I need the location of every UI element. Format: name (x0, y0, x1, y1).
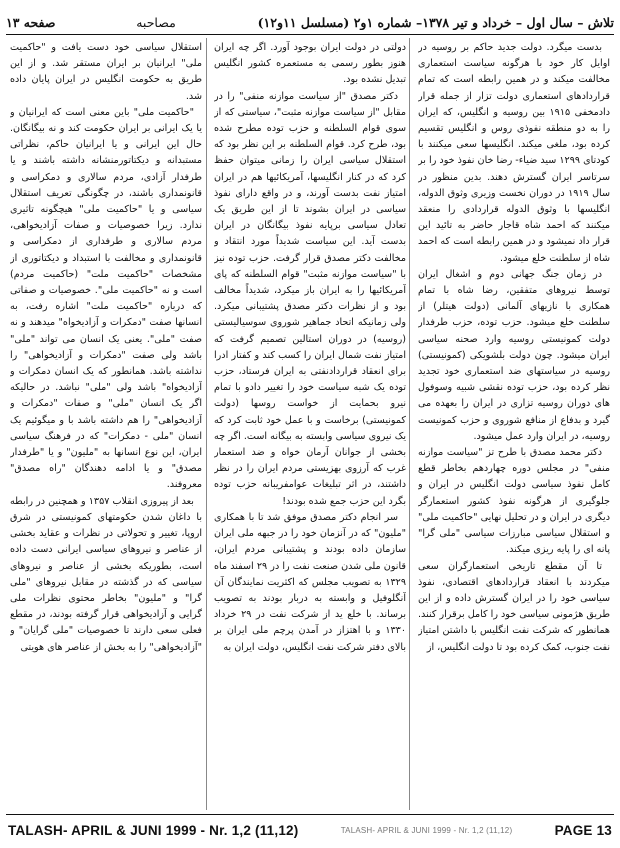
paragraph: بعد از پیروزی انقلاب ۱۳۵۷ و همچنین در رابطه با داغان شدن حکومتهای کمونیستی در شرق اروپا، تغییر و تحولاتی در نظرات و عقاید بخشی از عناصر و نیروهای سیاسی ایرانی دست داده است، بطوریکه بخشی از عناصر و نیروهای سیاسی که در گذشته در مقابل نیروهای "ملی گرا" و "ملیون" بخاطر محتوی نظرات ملی گرایی و آزادیخواهی قرار گرفته بودند، در مقطع فعلی سعی دارند تا خصوصیات "ملی گرایان" و "آزادیخواهی" را به بخش از عناصر های هویتی (10, 495, 202, 653)
footer-page-number: PAGE 13 (554, 822, 612, 838)
column-divider (409, 38, 410, 810)
column-right (418, 40, 610, 810)
paragraph: در زمان جنگ جهانی دوم و اشغال ایران توسط نیروهای متفقین، رضا شاه با تمام همکاری با نازیهای آلمانی (دولت هیتلر) از سلطنت خلع میشود. حزب توده، حزب طرفدار دولت کمونیستی روسیه وارد صحنه سیاسی ایران میشود. چون دولت بلشویکی (کمونیستی) روسیه در سیاستهای ضد استعماری خود تجدید نظر کرده بود، حزب توده نقشی شبیه وسوفول های دوران روسیه تزاری در ایران را بعهده می گیرد و بدفاع از منافع شوروی و حزب کمونیست روسیه، در ایران وارد عمل میشود. (418, 268, 610, 442)
page-header (6, 2, 614, 30)
page-number-fa: صفحه ۱۳ (6, 15, 56, 30)
paragraph: استقلال سیاسی خود دست یافت و "حاکمیت ملی" ایرانیان بر ایران مستقر شد. و از این طریق به حکومت انگلیس در ایران پایان داده شد. (10, 42, 202, 102)
page-footer (8, 819, 612, 841)
paragraph: دولتی در دولت ایران بوجود آورد. اگر چه ایران هنوز بطور رسمی به مستعمره کشور انگلیس تبدیل نشده بود. (214, 42, 406, 86)
magazine-title: تلاش – سال اول – خرداد و تیر ۱۳۷۸– شماره ۱و۲ (مسلسل ۱۱و۱۲) (257, 15, 614, 30)
paragraph: "حاکمیت ملی" باین معنی است که ایرانیان و یا یک ایرانی بر ایران حکومت کند و نه بیگانگان. حال این ایرانی و یا ایرانیان حاکم، نظراتی مستبدانه و دیکتاتورمنشانه داشته باشند و یا طرفدار آزادی، مردم سالاری و دمکراسی و قانونمداری باشند، در چگونگی تعریف استقلال سیاسی و یا "حاکمیت ملی" هیچگونه تاثیری ندارد. زیرا خصوصیات و صفات آزادیخواهی، مردم سالاری و طرفداری از دمکراسی و قانونمداری و مخالفت با استبداد و دیکتاتوری از مشخصات "حاکمیت ملت" (حاکمیت مردم) است و نه "حاکمیت ملی". خصوصیات و صفاتی که درباره "حاکمیت ملت" اشاره رفت، به انسانها صفت "دمکرات و آزادیخواه" میدهند و نه صفت "ملی". یعنی یک انسان می تواند "ملی" باشد ولی صفت "دمکرات و آزادیخواهی" را نداشته باشد. همانطور که یک انسان دمکرات و آزادیخواه" باشد ولی "ملی" نباشد. در حالیکه اگر یک انسان "ملی" و صفات "دمکرات و آزادیخواهی" را هم داشته باشد با و میگوئیم یک انسان "ملی - دمکرات" که در فرهنگ سیاسی ایران، این نوع انسانها به "ملیون" و یا "طرفدار مصدق" و یا ادامه دهندگان "راه مصدق" معروفند. (10, 106, 202, 491)
paragraph: دکتر محمد مصدق با طرح تز "سیاست موازنه منفی" در مجلس دوره چهاردهم بخاطر قطع کامل نفوذ سیاسی دولت انگلیس در ایران و جلوگیری از هرگونه نفوذ کشور استعمارگر دیگری در ایران و در تحلیل نهایی "حاکمیت ملی" و استقلال سیاسی مبارزات سیاسی "ملی گرا" پانه ای را پایه ریزی میکند. (418, 447, 610, 556)
paragraph: دکتر مصدق "از سیاست موازنه منفی" را در مقابل "از سیاست موازنه مثبت"، سیاستی که از سوی قوام السلطنه و حزب توده مطرح شده بود، طرح کرد. قوام السلطنه بر این نظر بود که استقلال سیاسی ایران را زمانی میتوان حفظ کرد که در کنار انگلیسها، آمریکائیها هم در ایران امتیاز نفت بدست آورند، و در واقع دارای نفوذ سیاسی در ایران بشوند تا از این طریق یک تعادل سیاسی برپایه نفوذ بیگانگان در ایران بدست آید. این سیاست شدیداً مورد انتقاد و مخالفت دکتر مصدق قرار گرفت. حزب توده نیز با "سیاست موازنه مثبت" قوام السلطنه که پای آمریکائیها را به ایران باز میکرد، شدیداً مخالف بود و از نظرات دکتر مصدق پشتیبانی میکرد. ولی زمانیکه اتحاد جماهیر شوروی سوسیالیستی (روسیه) در دوران استالین تصمیم گرفت که امتیاز نفت شمال ایران را کسب کند و کفتار ادرا برای انعقاد قراردادنفتی به ایران فرستاد، حزب توده یک شبه سیاست خود را تغییر دادو با تمام نیرو بحمایت از خواست روسها (دولت کمونیستی) برخاست و با عمل خود ثابت کرد که یک نیروی سیاسی وابسته به بیگانه است. اگر چه بخشی از جوانان آرمان خواه و ضد استعمار غرب که آرزوی بهزیستی مردم ایران را در نظر داشتند، در اثر تبلیغات عوامفریبانه حزب توده بگرد این حزب جمع شده بودند! (214, 90, 406, 507)
article-body (10, 40, 610, 810)
paragraph: تا آن مقطع تاریخی استعمارگران سعی میکردند با انعقاد قراردادهای اقتصادی، نفوذ سیاسی خود را در ایران گسترش داده و از این طریق هژمونی سیاسی خود را کامل برقرار کنند. همانطور که شرکت نفت انگلیس با داشتن امتیاز نفت جنوب، کمک کرده بود تا دولت انگلیس، از (418, 560, 610, 653)
footer-bleed-through: TALASH- APRIL & JUNI 1999 - Nr. 1,2 (11,12) (340, 825, 513, 835)
column-middle (214, 40, 406, 810)
footer-issue: TALASH- APRIL & JUNI 1999 - Nr. 1,2 (11,12) (8, 822, 299, 838)
paragraph: سر انجام دکتر مصدق موفق شد تا با همکاری "ملیون" که در آنزمان خود را در جبهه ملی ایران سازمان داده بودند و پشتیبانی مردم ایران، قانون ملی شدن صنعت نفت را در ۲۹ اسفند ماه ۱۳۲۹ به تصویب مجلس که اکثریت نمایندگان آن آنگلوفیل و وابسته به دربار بودند به تصویب برساند. با خلع ید از شرکت نفت در ۲۹ خرداد ۱۳۳۰ و با اهتزاز در آمدن پرچم ملی ایران بر بالای دفتر شرکت نفت انگلیس، دولت ایران به (214, 511, 406, 653)
paragraph: بدست میگرد. دولت جدید حاکم بر روسیه در اوایل کار خود با هرگونه سیاست استعماری مخالفت میکند و در همین رابطه است که تمام قراردادهای استعماری دولت تزار از جمله قرار دادمخفی ۱۹۱۵ بین روسیه و انگلیس، که ایران را به دو منطقه نفوذی روس و انگلیس تقسیم کرده بود، ملغی میکند. انگلیسها سعی میکنند با کودتای ۱۲۹۹ سید ضیاء- رضا خان نفوذ خود را بر سرتاسر ایران گسترش دهند. بدین منظور در سال ۱۹۱۹ در دوران نخست وزیری وثوق الدوله، انگلیسها با وثوق الدوله قراردادی را منعقد میکنند که احمد شاه قاجار حاضر به تائید این قرار داد نمیشود و در همین رابطه است که احمد شاه از سلطنت خلع میشود. (418, 42, 610, 264)
section-title: مصاحبه (136, 15, 176, 30)
column-divider (206, 38, 207, 810)
header-rule (6, 34, 614, 35)
footer-rule (6, 814, 614, 815)
column-left (10, 40, 202, 810)
